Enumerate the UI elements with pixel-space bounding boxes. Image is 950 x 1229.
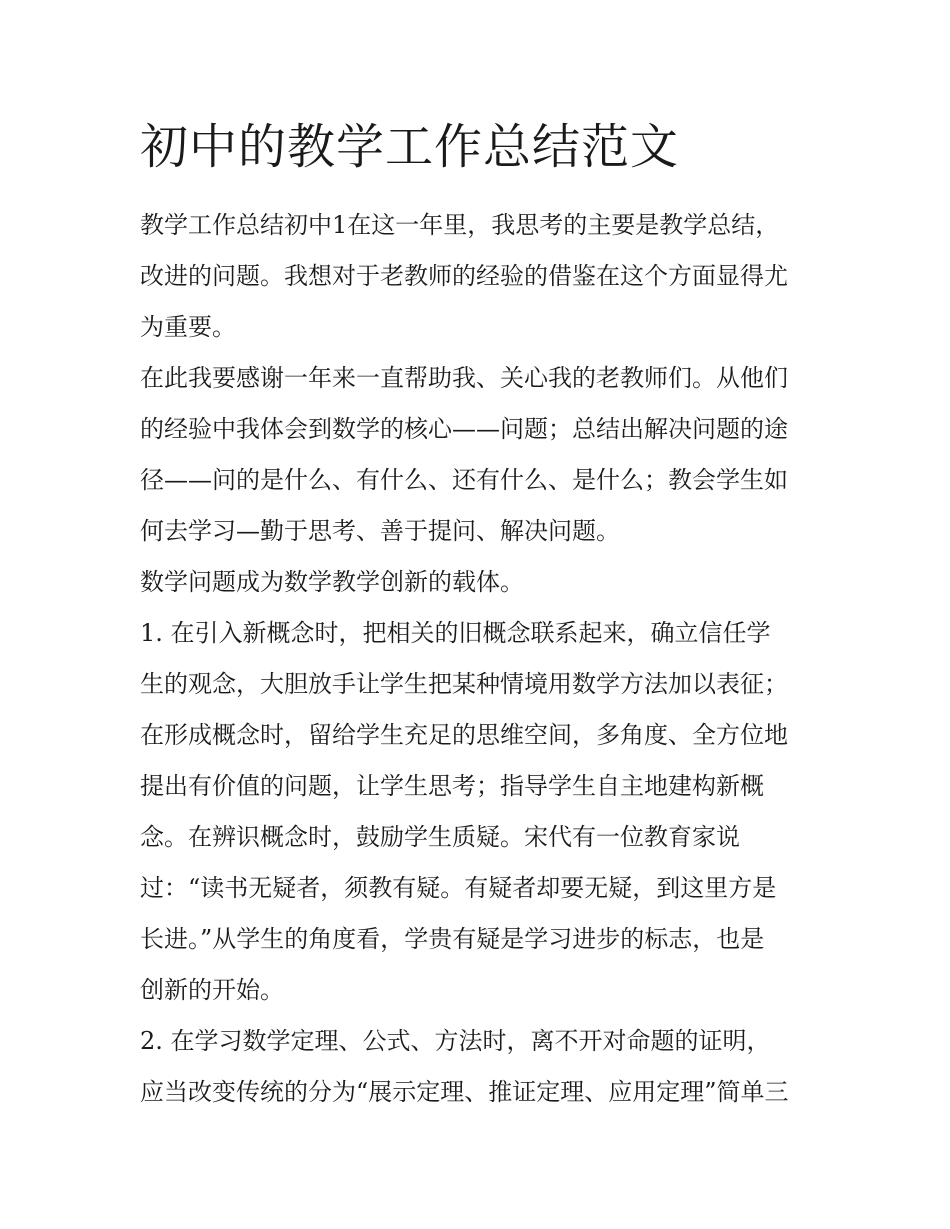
text-line: 念。在辨识概念时，鼓励学生质疑。宋代有一位教育家说 [140, 823, 740, 851]
document-title: 初中的教学工作总结范文 [140, 119, 680, 175]
document-body [140, 200, 820, 1118]
text-line: 在此我要感谢一年来一直帮助我、关心我的老教师们。从他们 [140, 364, 788, 392]
text-line: 径——问的是什么、有什么、还有什么、是什么；教会学生如 [140, 466, 788, 494]
text-line: 教学工作总结初中1在这一年里，我思考的主要是教学总结， [140, 211, 780, 239]
text-line: 数学问题成为数学教学创新的载体。 [140, 568, 524, 596]
text-line: 何去学习—勤于思考、善于提问、解决问题。 [140, 517, 620, 545]
text-line: 过：“读书无疑者，须教有疑。有疑者却要无疑，到这里方是 [140, 874, 777, 902]
text-line: 2. 在学习数学定理、公式、方法时，离不开对命题的证明， [140, 1027, 771, 1055]
text-line: 长进。”从学生的角度看，学贵有疑是学习进步的标志，也是 [140, 925, 765, 953]
text-line: 为重要。 [140, 313, 236, 341]
text-line: 创新的开始。 [140, 976, 284, 1004]
text-line: 改进的问题。我想对于老教师的经验的借鉴在这个方面显得尤 [140, 262, 788, 290]
text-line: 应当改变传统的分为“展示定理、推证定理、应用定理”简单三 [140, 1078, 789, 1106]
text-line: 1. 在引入新概念时，把相关的旧概念联系起来，确立信任学 [140, 619, 771, 647]
text-line: 在形成概念时，留给学生充足的思维空间，多角度、全方位地 [140, 721, 788, 749]
text-line: 生的观念，大胆放手让学生把某种情境用数学方法加以表征； [140, 670, 788, 698]
text-line: 的经验中我体会到数学的核心——问题；总结出解决问题的途 [140, 415, 788, 443]
text-line: 提出有价值的问题，让学生思考；指导学生自主地建构新概 [140, 772, 764, 800]
